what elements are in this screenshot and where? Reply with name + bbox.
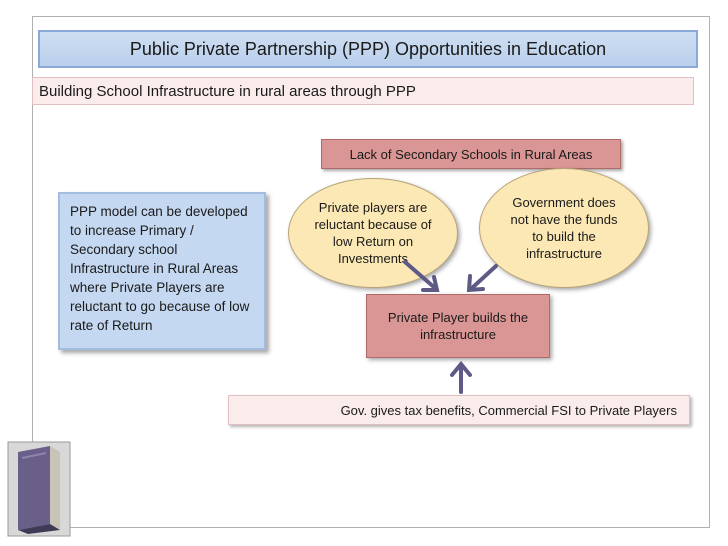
arrow-right-to-result: [472, 266, 496, 288]
incentive-box: Gov. gives tax benefits, Commercial FSI to Private Players: [228, 395, 690, 425]
result-box: Private Player builds the infrastructure: [366, 294, 550, 358]
problem-box: Lack of Secondary Schools in Rural Areas: [321, 139, 621, 169]
book-icon: [6, 438, 72, 538]
slide-title: Public Private Partnership (PPP) Opportunities in Education: [38, 30, 698, 68]
arrow-left-to-result: [405, 262, 435, 288]
ppp-model-box: PPP model can be developed to increase Primary / Secondary school Infrastructure in Rural Areas where Private Players are reluctant to go because of low rate of Return: [58, 192, 266, 350]
government-text: Government does not have the funds to build the infrastructure: [510, 195, 618, 261]
private-players-text: Private players are reluctant because of low Return on Investments: [314, 200, 432, 266]
slide-subtitle: Building School Infrastructure in rural areas through PPP: [32, 77, 694, 105]
